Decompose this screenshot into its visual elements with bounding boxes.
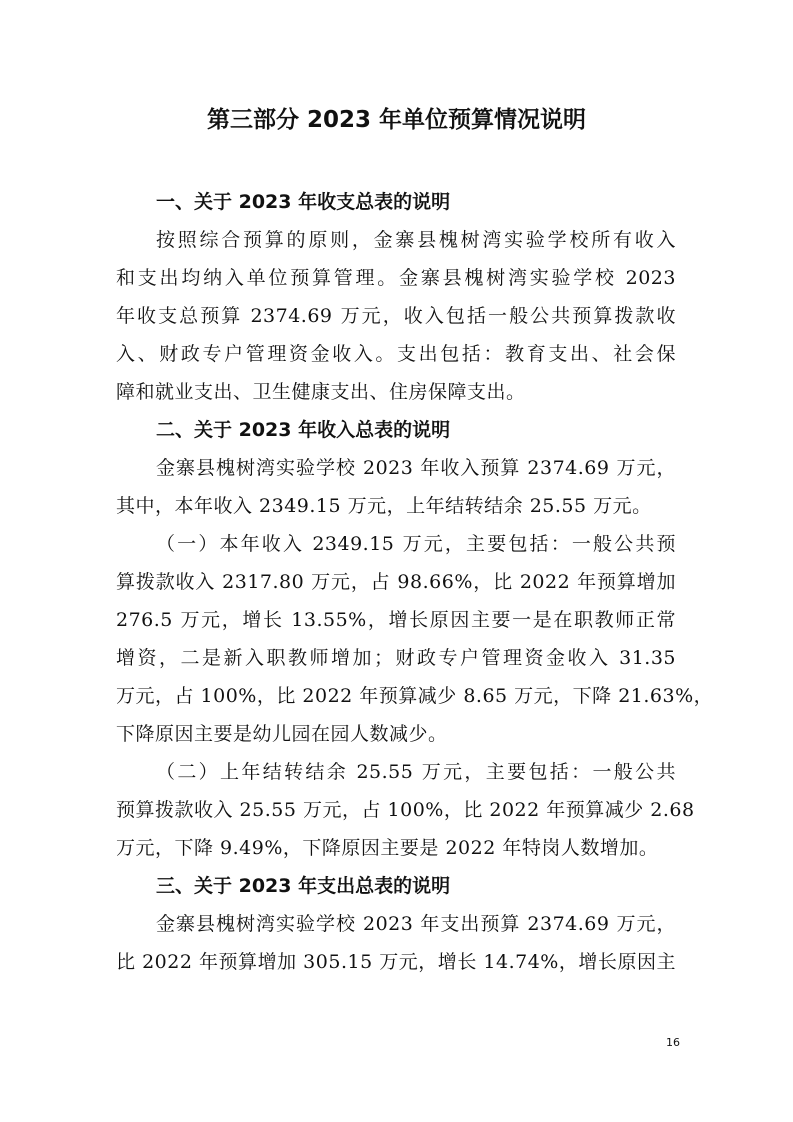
section-3-paragraph-1 bbox=[116, 905, 676, 981]
text-line: 障和就业支出、卫生健康支出、住房保障支出。 bbox=[116, 381, 526, 403]
section-1-paragraph-1 bbox=[116, 221, 676, 411]
text-line: 金寨县槐树湾实验学校 2023 年支出预算 2374.69 万元， bbox=[156, 913, 676, 935]
text-line: 比 2022 年预算增加 305.15 万元，增长 14.74%，增长原因主 bbox=[116, 951, 676, 973]
page-title: 第三部分 2023 年单位预算情况说明 bbox=[206, 107, 587, 133]
section-heading-1: 一、关于 2023 年收支总表的说明 bbox=[156, 191, 451, 213]
text-line: 年收支总预算 2374.69 万元，收入包括一般公共预算拨款收 bbox=[116, 305, 676, 327]
text-line: 增资，二是新入职教师增加；财政专户管理资金收入 31.35 bbox=[116, 647, 676, 669]
section-2-paragraph-3 bbox=[116, 753, 695, 867]
section-heading-2: 二、关于 2023 年收入总表的说明 bbox=[156, 419, 451, 441]
text-line: 276.5 万元，增长 13.55%，增长原因主要一是在职教师正常 bbox=[116, 609, 676, 631]
text-line: 金寨县槐树湾实验学校 2023 年收入预算 2374.69 万元， bbox=[156, 457, 676, 479]
text-line: 算拨款收入 2317.80 万元，占 98.66%，比 2022 年预算增加 bbox=[116, 571, 676, 593]
text-line: 按照综合预算的原则，金寨县槐树湾实验学校所有收入 bbox=[156, 229, 676, 251]
text-line: 和支出均纳入单位预算管理。金寨县槐树湾实验学校 2023 bbox=[116, 267, 676, 289]
text-line: 其中，本年收入 2349.15 万元，上年结转结余 25.55 万元。 bbox=[116, 495, 652, 517]
section-2-paragraph-2 bbox=[116, 525, 714, 753]
text-line: （二）上年结转结余 25.55 万元，主要包括：一般公共 bbox=[156, 761, 676, 783]
text-line: 预算拨款收入 25.55 万元，占 100%，比 2022 年预算减少 2.68 bbox=[116, 799, 695, 821]
text-line: 入、财政专户管理资金收入。支出包括：教育支出、社会保 bbox=[116, 343, 676, 365]
text-line: （一）本年收入 2349.15 万元，主要包括：一般公共预 bbox=[156, 533, 676, 555]
text-line: 万元，下降 9.49%，下降原因主要是 2022 年特岗人数增加。 bbox=[116, 837, 659, 859]
text-line: 下降原因主要是幼儿园在园人数减少。 bbox=[116, 723, 448, 745]
text-line: 万元，占 100%，比 2022 年预算减少 8.65 万元，下降 21.63%， bbox=[116, 685, 714, 707]
section-heading-3: 三、关于 2023 年支出总表的说明 bbox=[156, 875, 451, 897]
page-number: 16 bbox=[666, 1036, 680, 1049]
section-2-paragraph-1 bbox=[116, 449, 676, 525]
document-body bbox=[116, 183, 714, 981]
